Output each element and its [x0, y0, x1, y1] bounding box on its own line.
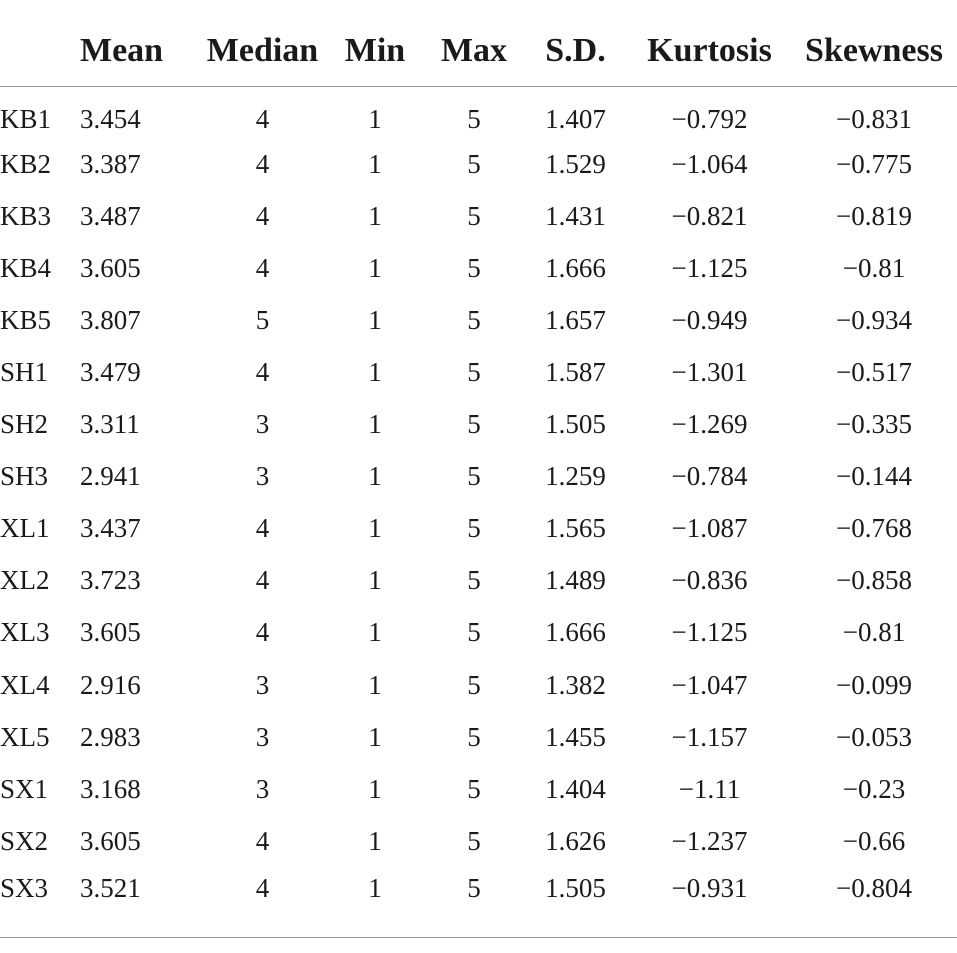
- cell-skewness: −0.831: [836, 103, 912, 134]
- cell-skewness: −0.053: [836, 721, 912, 752]
- table-body: [0, 86, 957, 920]
- cell-min: 1: [368, 773, 382, 804]
- cell-sd: 1.529: [545, 148, 606, 179]
- header-cell-kurtosis: Kurtosis: [628, 16, 791, 86]
- cell-variable: KB4: [0, 252, 52, 283]
- cell-variable: XL5: [0, 721, 50, 752]
- cell-variable: SH1: [0, 357, 49, 388]
- cell-skewness: −0.768: [836, 513, 912, 544]
- cell-median: 5: [255, 304, 270, 335]
- cell-min: 1: [368, 148, 382, 179]
- cell-max: 5: [467, 409, 481, 440]
- cell-min: 1: [368, 825, 382, 856]
- table-row: [0, 242, 957, 294]
- cell-kurtosis: −0.821: [671, 200, 748, 231]
- cell-skewness: −0.934: [836, 304, 912, 335]
- cell-variable: XL1: [0, 513, 50, 544]
- cell-median: 4: [255, 565, 270, 596]
- cell-mean: 3.521: [80, 872, 141, 903]
- cell-sd: 1.489: [545, 565, 606, 596]
- cell-kurtosis: −1.087: [671, 513, 748, 544]
- cell-kurtosis: −1.047: [671, 669, 748, 700]
- cell-min: 1: [368, 252, 382, 283]
- table-row: [0, 763, 957, 815]
- cell-skewness: −0.099: [836, 669, 912, 700]
- table-row: [0, 711, 957, 763]
- cell-max: 5: [467, 461, 481, 492]
- cell-variable: SH3: [0, 461, 49, 492]
- cell-sd: 1.382: [545, 669, 606, 700]
- cell-median: 4: [255, 825, 270, 856]
- cell-sd: 1.431: [545, 200, 606, 231]
- cell-variable: XL2: [0, 565, 50, 596]
- cell-max: 5: [467, 669, 481, 700]
- cell-median: 4: [255, 872, 270, 903]
- header-cell-variable: [0, 16, 80, 86]
- table-header: [0, 16, 957, 86]
- cell-min: 1: [368, 565, 382, 596]
- cell-median: 4: [255, 103, 270, 134]
- table-row: [0, 294, 957, 346]
- cell-skewness: −0.144: [836, 461, 912, 492]
- cell-kurtosis: −1.301: [671, 357, 748, 388]
- cell-min: 1: [368, 357, 382, 388]
- cell-median: 3: [255, 721, 270, 752]
- cell-min: 1: [368, 200, 382, 231]
- cell-mean: 3.437: [80, 513, 141, 544]
- cell-variable: SX3: [0, 872, 49, 903]
- cell-variable: SH2: [0, 409, 49, 440]
- cell-mean: 3.454: [80, 103, 141, 134]
- cell-median: 4: [255, 617, 270, 648]
- table-row: [0, 451, 957, 503]
- cell-kurtosis: −1.11: [678, 773, 741, 804]
- descriptive-statistics-table: [0, 16, 957, 920]
- cell-sd: 1.626: [545, 825, 606, 856]
- cell-max: 5: [467, 617, 481, 648]
- cell-kurtosis: −1.125: [671, 252, 748, 283]
- cell-mean: 3.487: [80, 200, 141, 231]
- cell-kurtosis: −0.931: [671, 872, 748, 903]
- cell-kurtosis: −0.949: [671, 304, 748, 335]
- cell-kurtosis: −1.157: [671, 721, 748, 752]
- cell-max: 5: [467, 565, 481, 596]
- cell-min: 1: [368, 409, 382, 440]
- cell-sd: 1.587: [545, 357, 606, 388]
- cell-variable: KB3: [0, 200, 52, 231]
- cell-kurtosis: −1.269: [671, 409, 748, 440]
- cell-min: 1: [368, 513, 382, 544]
- cell-kurtosis: −1.125: [671, 617, 748, 648]
- cell-median: 3: [255, 461, 270, 492]
- cell-mean: 2.916: [80, 669, 141, 700]
- header-row: [0, 16, 957, 86]
- table-bottom-rule: [0, 937, 957, 938]
- cell-skewness: −0.23: [842, 773, 906, 804]
- table-row: [0, 659, 957, 711]
- cell-max: 5: [467, 773, 481, 804]
- cell-max: 5: [467, 721, 481, 752]
- cell-mean: 3.807: [80, 304, 141, 335]
- cell-sd: 1.666: [545, 252, 606, 283]
- cell-min: 1: [368, 617, 382, 648]
- cell-median: 4: [255, 357, 270, 388]
- cell-skewness: −0.517: [836, 357, 912, 388]
- table-row: [0, 503, 957, 555]
- table-row: [0, 555, 957, 607]
- cell-variable: KB2: [0, 148, 52, 179]
- cell-median: 4: [255, 200, 270, 231]
- cell-mean: 3.479: [80, 357, 141, 388]
- cell-sd: 1.407: [545, 103, 606, 134]
- cell-skewness: −0.66: [842, 825, 906, 856]
- cell-max: 5: [467, 872, 481, 903]
- cell-kurtosis: −1.237: [671, 825, 748, 856]
- cell-min: 1: [368, 103, 382, 134]
- cell-median: 4: [255, 148, 270, 179]
- cell-max: 5: [467, 357, 481, 388]
- cell-max: 5: [467, 103, 481, 134]
- cell-max: 5: [467, 200, 481, 231]
- cell-kurtosis: −0.792: [671, 103, 748, 134]
- cell-min: 1: [368, 304, 382, 335]
- table-row: [0, 346, 957, 398]
- cell-median: 4: [255, 252, 270, 283]
- cell-skewness: −0.335: [836, 409, 912, 440]
- cell-max: 5: [467, 148, 481, 179]
- cell-sd: 1.505: [545, 872, 606, 903]
- header-cell-sd: S.D.: [523, 16, 628, 86]
- table-row: [0, 867, 957, 919]
- header-cell-skewness: Skewness: [791, 16, 957, 86]
- cell-min: 1: [368, 461, 382, 492]
- cell-skewness: −0.775: [836, 148, 912, 179]
- cell-mean: 3.723: [80, 565, 141, 596]
- cell-max: 5: [467, 513, 481, 544]
- cell-sd: 1.259: [545, 461, 606, 492]
- cell-max: 5: [467, 252, 481, 283]
- cell-sd: 1.666: [545, 617, 606, 648]
- cell-mean: 2.941: [80, 461, 141, 492]
- cell-max: 5: [467, 304, 481, 335]
- header-cell-max: Max: [425, 16, 523, 86]
- cell-sd: 1.505: [545, 409, 606, 440]
- cell-mean: 3.168: [80, 773, 141, 804]
- cell-skewness: −0.81: [842, 617, 906, 648]
- cell-sd: 1.657: [545, 304, 606, 335]
- cell-skewness: −0.858: [836, 565, 912, 596]
- cell-median: 3: [255, 773, 270, 804]
- cell-variable: XL4: [0, 669, 50, 700]
- cell-variable: SX1: [0, 773, 49, 804]
- cell-min: 1: [368, 669, 382, 700]
- cell-variable: KB5: [0, 304, 52, 335]
- cell-median: 3: [255, 669, 270, 700]
- table-row: [0, 815, 957, 867]
- cell-min: 1: [368, 872, 382, 903]
- cell-skewness: −0.819: [836, 200, 912, 231]
- cell-median: 3: [255, 409, 270, 440]
- cell-max: 5: [467, 825, 481, 856]
- cell-kurtosis: −1.064: [671, 148, 748, 179]
- header-cell-min: Min: [325, 16, 425, 86]
- cell-kurtosis: −0.836: [671, 565, 748, 596]
- cell-sd: 1.455: [545, 721, 606, 752]
- cell-mean: 3.605: [80, 252, 141, 283]
- table-row: [0, 399, 957, 451]
- cell-kurtosis: −0.784: [671, 461, 748, 492]
- table-row: [0, 190, 957, 242]
- cell-skewness: −0.81: [842, 252, 906, 283]
- cell-variable: XL3: [0, 617, 50, 648]
- cell-sd: 1.404: [545, 773, 606, 804]
- cell-sd: 1.565: [545, 513, 606, 544]
- cell-mean: 3.311: [80, 409, 140, 440]
- cell-variable: SX2: [0, 825, 49, 856]
- cell-min: 1: [368, 721, 382, 752]
- cell-mean: 2.983: [80, 721, 141, 752]
- header-cell-median: Median: [200, 16, 325, 86]
- cell-median: 4: [255, 513, 270, 544]
- header-cell-mean: Mean: [80, 16, 200, 86]
- cell-mean: 3.387: [80, 148, 141, 179]
- cell-mean: 3.605: [80, 617, 141, 648]
- cell-mean: 3.605: [80, 825, 141, 856]
- cell-skewness: −0.804: [836, 872, 912, 903]
- table-row: [0, 138, 957, 190]
- cell-variable: KB1: [0, 103, 52, 134]
- table-row: [0, 86, 957, 138]
- table-row: [0, 607, 957, 659]
